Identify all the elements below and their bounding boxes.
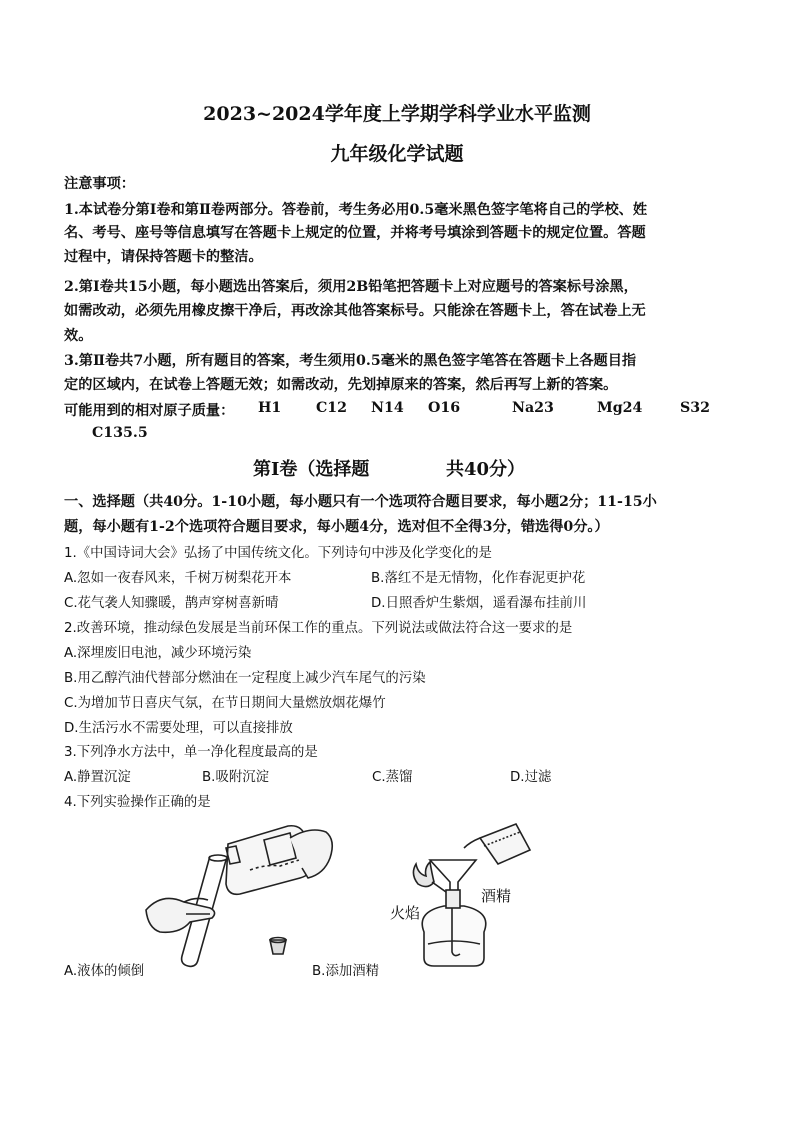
option-d[interactable]: D.生活污水不需要处理，可以直接排放 [64, 721, 293, 736]
question-stem: 4.下列实验操作正确的是 [64, 795, 211, 810]
option-d[interactable]: D.过滤 [510, 770, 552, 785]
option-c[interactable]: C.蒸馏 [372, 770, 413, 785]
part-instructions: 一、选择题（共40分。1-10小题，每小题只有一个选项符合题目要求，每小题2分；11-15小 [64, 494, 657, 510]
option-a[interactable]: A.静置沉淀 [64, 770, 131, 785]
alcohol-label: 酒精 [481, 887, 512, 905]
notice-line: 1.本试卷分第Ⅰ卷和第Ⅱ卷两部分。答卷前，考生务必用0.5毫米黑色签字笔将自己的学校、姓 [64, 202, 648, 218]
option-b[interactable]: B.用乙醇汽油代替部分燃油在一定程度上减少汽车尾气的污染 [64, 671, 426, 686]
exam-title: 2023~2024学年度上学期学科学业水平监测 [203, 103, 591, 125]
section-score: 共40分） [446, 459, 526, 480]
notice-heading: 注意事项： [64, 176, 135, 192]
option-b[interactable]: B.落红不是无情物，化作春泥更护花 [371, 571, 586, 586]
option-a[interactable]: A.液体的倾倒 [64, 964, 145, 979]
atomic-mass-item: Na23 [512, 400, 554, 416]
option-b[interactable]: B.吸附沉淀 [202, 770, 270, 785]
alcohol-lamp-figure [388, 820, 538, 970]
exam-subtitle: 九年级化学试题 [330, 143, 464, 165]
notice-line: 3.第Ⅱ卷共7小题，所有题目的答案，考生须用0.5毫米的黑色签字笔答在答题卡上各题目指 [64, 353, 637, 369]
question-stem: 3.下列净水方法中，单一净化程度最高的是 [64, 745, 318, 760]
notice-line: 效。 [64, 328, 93, 344]
option-b[interactable]: B.添加酒精 [312, 964, 380, 979]
atomic-mass-label: 可能用到的相对原子质量： [64, 403, 235, 419]
option-c[interactable]: C.为增加节日喜庆气氛，在节日期间大量燃放烟花爆竹 [64, 696, 386, 711]
atomic-mass-item: H1 [258, 400, 282, 416]
atomic-mass-item: O16 [428, 400, 461, 416]
notice-line: 定的区域内，在试卷上答题无效；如需改动，先划掉原来的答案，然后再写上新的答案。 [64, 377, 618, 393]
atomic-mass-item: S32 [680, 400, 710, 416]
question-stem: 1.《中国诗词大会》弘扬了中国传统文化。下列诗句中涉及化学变化的是 [64, 546, 492, 561]
atomic-mass-item: C12 [316, 400, 348, 416]
liquid-pouring-figure [140, 818, 340, 968]
part-instructions: 题，每小题有1-2个选项符合题目要求，每小题4分，选对但不全得3分，错选得0分。） [64, 519, 609, 535]
option-c[interactable]: C.花气袭人知骤暖，鹊声穿树喜新晴 [64, 596, 279, 611]
atomic-mass-item: C135.5 [92, 425, 148, 441]
notice-line: 名、考号、座号等信息填写在答题卡上规定的位置，并将考号填涂到答题卡的规定位置。答题 [64, 225, 646, 241]
option-a[interactable]: A.深埋废旧电池，减少环境污染 [64, 646, 252, 661]
section-title: 第Ⅰ卷（选择题 [253, 459, 370, 480]
notice-line: 2.第Ⅰ卷共15小题，每小题选出答案后，须用2B铅笔把答题卡上对应题号的答案标号涂黑， [64, 279, 638, 295]
notice-line: 过程中，请保持答题卡的整洁。 [64, 249, 263, 265]
atomic-mass-item: N14 [371, 400, 404, 416]
option-a[interactable]: A.忽如一夜春风来，千树万树梨花开本 [64, 571, 292, 586]
question-stem: 2.改善环境，推动绿色发展是当前环保工作的重点。下列说法或做法符合这一要求的是 [64, 621, 573, 636]
option-d[interactable]: D.日照香炉生紫烟，遥看瀑布挂前川 [371, 596, 587, 611]
flame-label: 火焰 [390, 904, 421, 922]
atomic-mass-item: Mg24 [597, 400, 643, 416]
notice-line: 如需改动，必须先用橡皮擦干净后，再改涂其他答案标号。只能涂在答题卡上，答在试卷上无 [64, 303, 646, 319]
